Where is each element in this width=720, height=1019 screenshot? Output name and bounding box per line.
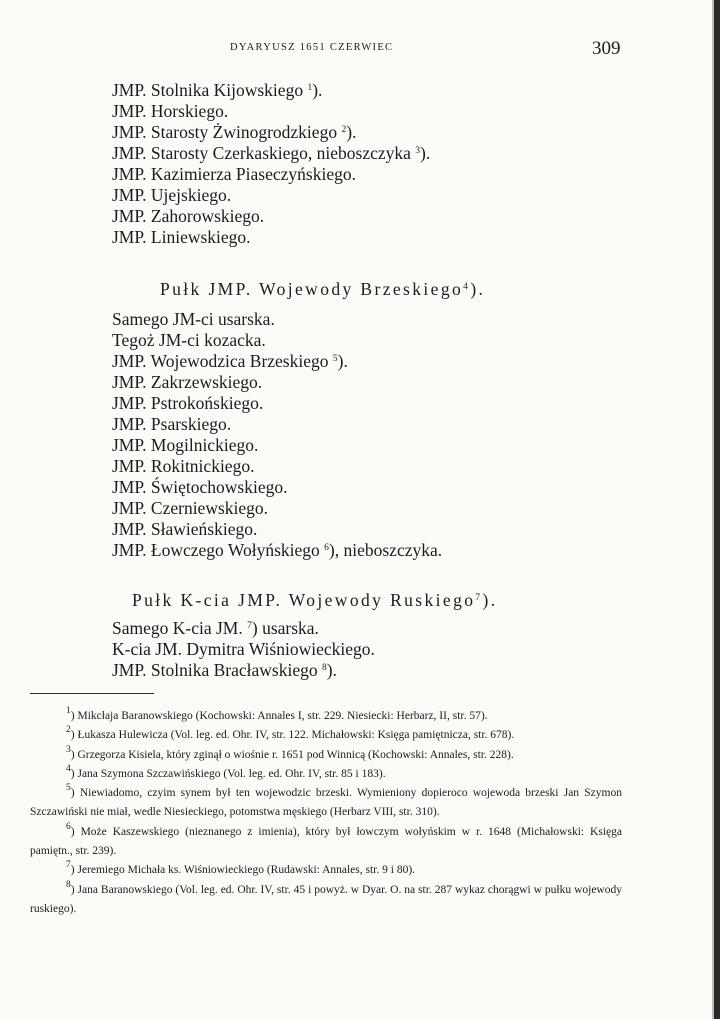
list-item: Tegoż JM-ci kozacka. [112,330,266,350]
list-item: JMP. Rokitnickiego. [112,456,255,476]
footnote: $^3$) Grzegorza Kisiela, który zginął o wiośnie r. 1651 pod Winnicą (Kochowski: Annales, str. 228). [66,744,514,761]
section-heading-brzeski: Pułk JMP. Wojewody Brzeskiego$^4$). [160,279,486,299]
list-item: JMP. Stolnika Kijowskiego $^1$). [112,80,323,100]
list-item: JMP. Sławieńskiego. [112,519,258,539]
list-item: Samego JM-ci usarska. [112,309,275,329]
page-header [0,38,720,60]
footnotes [30,707,622,919]
list-item: JMP. Ujejskiego. [112,185,232,205]
list-item: JMP. Starosty Czerkaskiego, nieboszczyka $^3$). [112,143,431,163]
scan-edge [714,0,720,1019]
list-item: JMP. Wojewodzica Brzeskiego $^5$). [112,351,348,371]
list-item: JMP. Horskiego. [112,101,229,121]
footnote: $^1$) Mikcłaja Baranowskiego (Kochowski: Annales I, str. 229. Niesiecki: Herbarz, II, str. 57). [66,706,488,722]
list-item: JMP. Świętochowskiego. [112,477,288,497]
list-item: JMP. Starosty Żwinogrodzkiego $^2$). [112,122,357,142]
list-item: JMP. Psarskiego. [112,414,232,434]
footnote: $^2$) Łukasza Hulewicza (Vol. leg. ed. Ohr. IV, str. 122. Michałowski: Księga pamiętnicza, str. 678). [66,725,515,742]
list-item: JMP. Liniewskiego. [112,227,251,247]
list-item: JMP. Pstrokońskiego. [112,393,264,413]
list-item: K-cia JM. Dymitra Wiśniowieckiego. [112,639,375,659]
list-item: JMP. Łowczego Wołyńskiego $^6$), nieboszczyka. [112,540,443,560]
unit-list-1 [112,80,430,248]
footnote-divider [30,693,154,694]
footnote: $^6$) Może Kaszewskiego (nieznanego z imienia), który był łowczym wołyńskim w r. 1648 (Michałowski: Księga pamiętn., str. 239). [30,821,622,858]
unit-list-3 [112,618,375,681]
list-item: JMP. Stolnika Bracławskiego $^8$). [112,660,337,680]
list-item: JMP. Zahorowskiego. [112,206,265,226]
list-item: JMP. Mogilnickiego. [112,435,259,455]
list-item: JMP. Zakrzewskiego. [112,372,263,392]
footnote: $^7$) Jeremiego Michała ks. Wiśniowieckiego (Rudawski: Annales, str. 9 i 80). [66,860,416,877]
list-item: Samego K-cia JM. $^7$) usarska. [112,618,319,638]
section-heading-ruski: Pułk K-cia JMP. Wojewody Ruskiego$^7$). [132,590,498,610]
footnote: $^5$) Niewiadomo, czyim synem był ten wojewodzic brzeski. Wymieniony dopieroco wojewoda brzeski Jan Szymon Szczawiński nie miał, wedle Niesieckiego, potomstwa męskiego (Herbarz VIII, str. 310). [30,783,622,819]
list-item: JMP. Kazimierza Piaseczyńskiego. [112,164,356,184]
footnote: $^4$) Jana Szymona Szczawińskiego (Vol. leg. ed. Ohr. IV, str. 85 i 183). [66,763,386,780]
footnote: $^8$) Jana Baranowskiego (Vol. leg. ed. Ohr. IV, str. 45 i powyż. w Dyar. O. na str. 287 wykaz chorągwi w pułku wojewody ruskiego). [30,879,622,915]
list-item: JMP. Czerniewskiego. [112,498,269,518]
running-title: DYARYUSZ 1651 CZERWIEC [230,42,394,53]
unit-list-2 [112,309,442,561]
page-number: 309 [592,38,621,59]
